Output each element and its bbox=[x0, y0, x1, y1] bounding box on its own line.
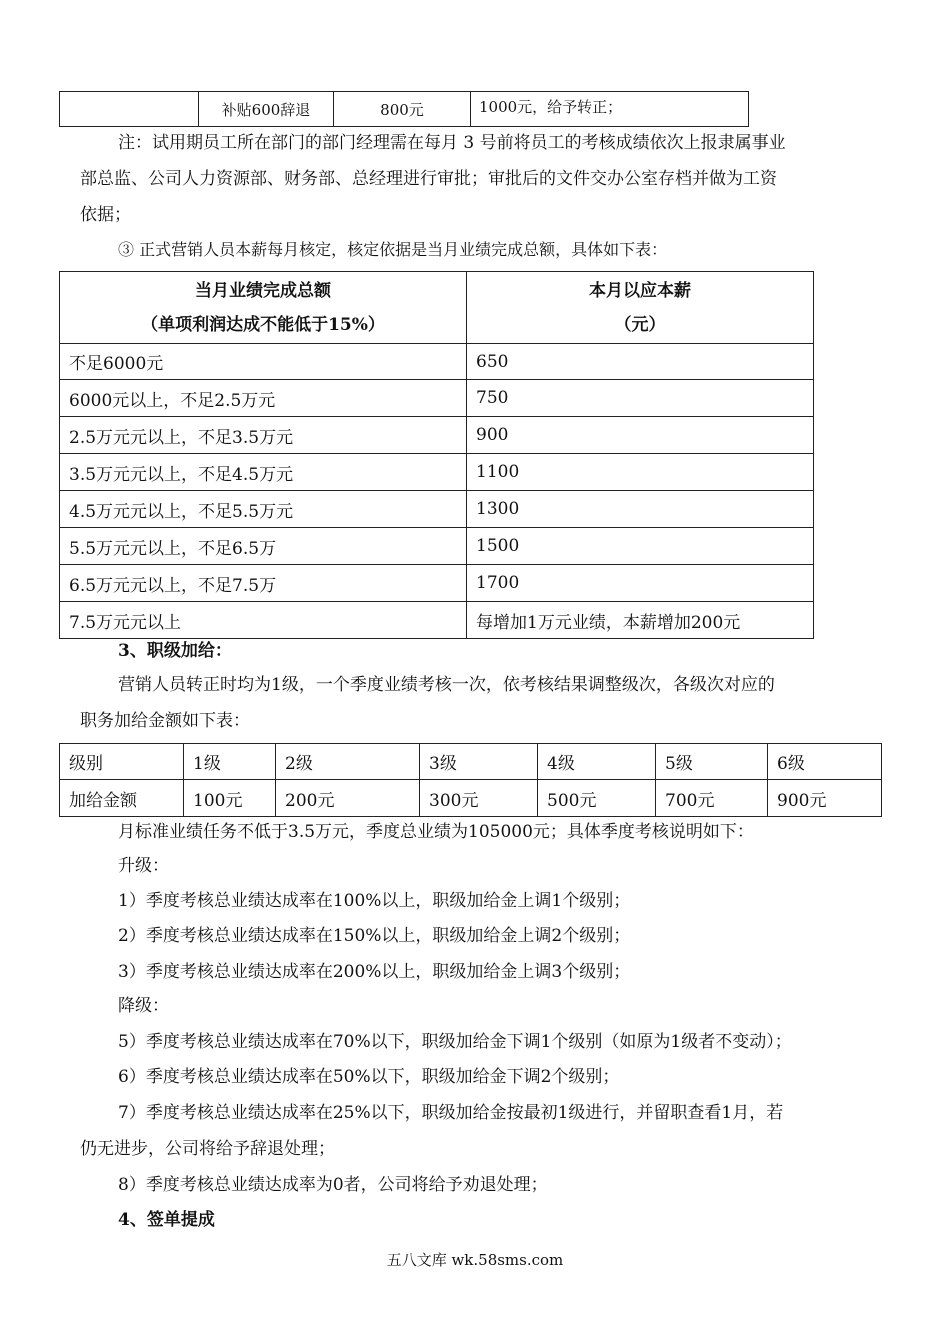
level-table-cell: 500元 bbox=[538, 780, 656, 817]
note-line: 部总监、公司人力资源部、财务部、总经理进行审批；审批后的文件交办公室存档并做为工资 bbox=[80, 169, 777, 189]
downgrade-item: 7）季度考核总业绩达成率在25%以下，职级加给金按最初1级进行，并留职查看1月，若 bbox=[118, 1103, 784, 1123]
top-table-cell: 1000元，给予转正； bbox=[471, 92, 749, 127]
downgrade-item: 仍无进步，公司将给予辞退处理； bbox=[80, 1139, 335, 1159]
note-line: 依据； bbox=[80, 205, 131, 225]
salary-header-right-line: 本月以应本薪 bbox=[589, 280, 691, 301]
level-table-cell: 100元 bbox=[184, 780, 276, 817]
level-table-cell: 级别 bbox=[60, 744, 184, 780]
level-table-cell: 2级 bbox=[276, 744, 420, 780]
salary-value-cell: 每增加1万元业绩，本薪增加200元 bbox=[467, 602, 814, 639]
salary-value-cell: 1300 bbox=[467, 491, 814, 528]
salary-header-left bbox=[60, 272, 467, 344]
salary-value-cell: 750 bbox=[467, 380, 814, 417]
top-table-empty-cell bbox=[60, 92, 199, 127]
level-table-cell: 300元 bbox=[420, 780, 538, 817]
salary-range-cell: 7.5万元元以上 bbox=[60, 602, 467, 639]
level-table-cell: 3级 bbox=[420, 744, 538, 780]
downgrade-item: 8）季度考核总业绩达成率为0者，公司将给予劝退处理； bbox=[118, 1175, 548, 1195]
upgrade-item: 3）季度考核总业绩达成率在200%以上，职级加给金上调3个级别； bbox=[118, 962, 631, 982]
salary-range-cell: 3.5万元元以上，不足4.5万元 bbox=[60, 454, 467, 491]
downgrade-label: 降级： bbox=[118, 996, 169, 1016]
top-table bbox=[59, 91, 749, 127]
downgrade-item: 6）季度考核总业绩达成率在50%以下，职级加给金下调2个级别； bbox=[118, 1067, 620, 1087]
salary-header-left-line: 当月业绩完成总额 bbox=[195, 280, 331, 301]
level-table-cell: 加给金额 bbox=[60, 780, 184, 817]
level-table-cell: 700元 bbox=[656, 780, 768, 817]
level-table-cell: 4级 bbox=[538, 744, 656, 780]
assessment-intro: 月标准业绩任务不低于3.5万元，季度总业绩为105000元；具体季度考核说明如下： bbox=[118, 822, 754, 842]
salary-value-cell: 1100 bbox=[467, 454, 814, 491]
upgrade-item: 1）季度考核总业绩达成率在100%以上，职级加给金上调1个级别； bbox=[118, 891, 631, 911]
salary-range-cell: 6000元以上，不足2.5万元 bbox=[60, 380, 467, 417]
level-table-cell: 900元 bbox=[768, 780, 882, 817]
salary-range-cell: 4.5万元元以上，不足5.5万元 bbox=[60, 491, 467, 528]
salary-value-cell: 900 bbox=[467, 417, 814, 454]
salary-value-cell: 650 bbox=[467, 344, 814, 380]
level-table-cell: 5级 bbox=[656, 744, 768, 780]
downgrade-item: 5）季度考核总业绩达成率在70%以下，职级加给金下调1个级别（如原为1级者不变动）； bbox=[118, 1032, 792, 1052]
item3-intro: ③ 正式营销人员本薪每月核定，核定依据是当月业绩完成总额，具体如下表： bbox=[118, 240, 668, 259]
footer-watermark: 五八文库 wk.58sms.com bbox=[386, 1251, 564, 1269]
top-table-cell: 800元 bbox=[334, 92, 471, 127]
note-line: 注：试用期员工所在部门的部门经理需在每月 3 号前将员工的考核成绩依次上报隶属事业 bbox=[118, 133, 786, 153]
salary-header-right-line: （元） bbox=[614, 314, 666, 335]
salary-value-cell: 1700 bbox=[467, 565, 814, 602]
salary-header-left-line: （单项利润达成不能低于15%） bbox=[141, 314, 385, 335]
section3-heading: 3、职级加给： bbox=[118, 641, 232, 661]
level-table-cell: 1级 bbox=[184, 744, 276, 780]
salary-range-cell: 2.5万元元以上，不足3.5万元 bbox=[60, 417, 467, 454]
salary-range-cell: 6.5万元元以上，不足7.5万 bbox=[60, 565, 467, 602]
level-table bbox=[59, 743, 882, 817]
level-table-cell: 6级 bbox=[768, 744, 882, 780]
upgrade-label: 升级： bbox=[118, 856, 169, 876]
section4-heading: 4、签单提成 bbox=[118, 1210, 215, 1230]
salary-header-right bbox=[467, 272, 814, 344]
salary-range-cell: 5.5万元元以上，不足6.5万 bbox=[60, 528, 467, 565]
top-table-cell: 补贴600辞退 bbox=[199, 92, 334, 127]
section3-para-line: 营销人员转正时均为1级，一个季度业绩考核一次，依考核结果调整级次，各级次对应的 bbox=[118, 675, 775, 695]
section3-para-line: 职务加给金额如下表： bbox=[80, 711, 250, 731]
level-table-cell: 200元 bbox=[276, 780, 420, 817]
salary-table bbox=[59, 271, 814, 639]
upgrade-item: 2）季度考核总业绩达成率在150%以上，职级加给金上调2个级别； bbox=[118, 926, 631, 946]
salary-range-cell: 不足6000元 bbox=[60, 344, 467, 380]
salary-value-cell: 1500 bbox=[467, 528, 814, 565]
